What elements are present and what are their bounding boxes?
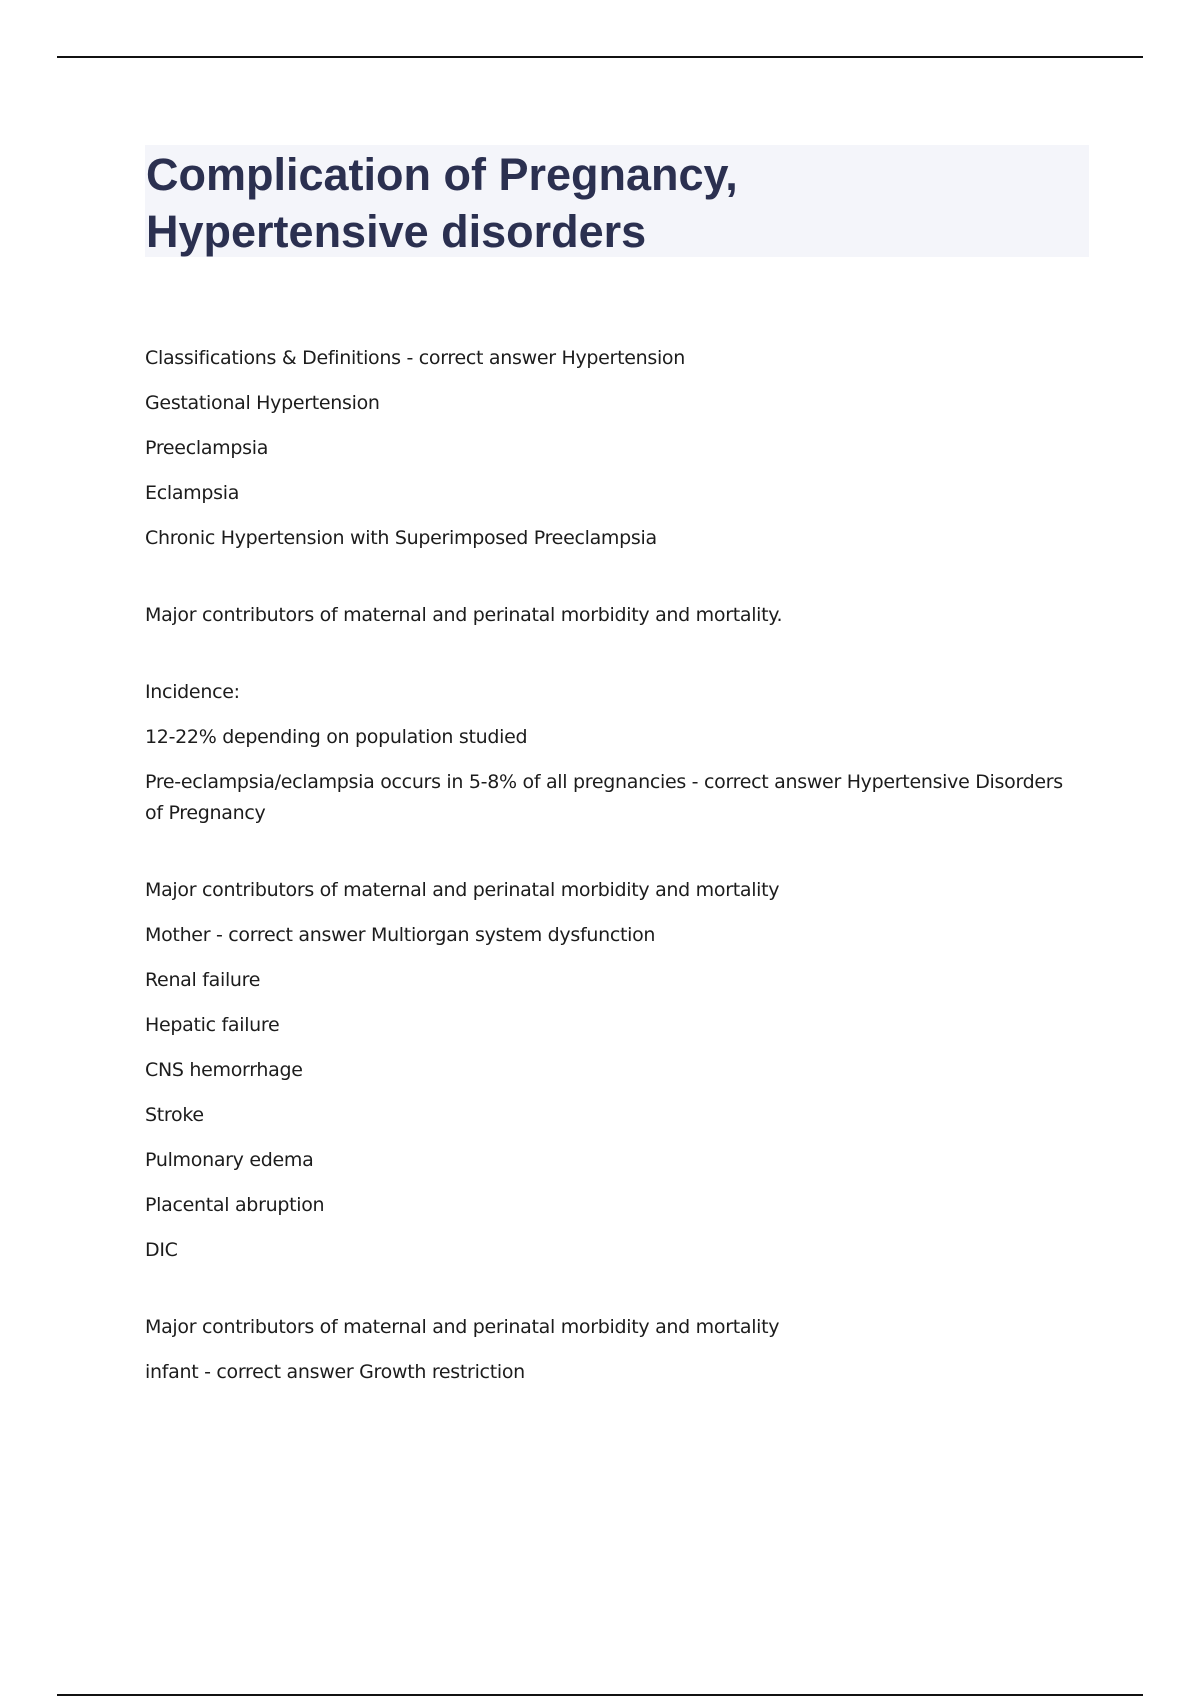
text-line: Renal failure (145, 969, 261, 991)
text-line: Pre-eclampsia/eclampsia occurs in 5-8% of all pregnancies - correct answer Hypertensive Disorders of Pregnancy (145, 771, 1063, 824)
top-rule (57, 56, 1143, 58)
text-line: infant - correct answer Growth restriction (145, 1361, 525, 1383)
text-line: 12-22% depending on population studied (145, 726, 528, 748)
text-line: Major contributors of maternal and perinatal morbidity and mortality (145, 879, 780, 901)
text-line: Classifications & Definitions - correct answer Hypertension (145, 347, 685, 369)
title-line-2: Hypertensive disorders (146, 206, 647, 257)
text-line: Incidence: (145, 681, 240, 703)
text-line: Mother - correct answer Multiorgan system dysfunction (145, 924, 656, 946)
text-line: Eclampsia (145, 482, 240, 504)
text-line: Chronic Hypertension with Superimposed Preeclampsia (145, 527, 657, 549)
text-line: Major contributors of maternal and perinatal morbidity and mortality (145, 1316, 780, 1338)
document-title (146, 146, 1046, 260)
title-line-1: Complication of Pregnancy, (146, 149, 738, 200)
bottom-rule (57, 1694, 1143, 1696)
text-line: Stroke (145, 1104, 204, 1126)
text-line: DIC (145, 1239, 178, 1261)
document-body (145, 343, 1075, 1402)
text-line: Preeclampsia (145, 437, 269, 459)
text-line: Gestational Hypertension (145, 392, 380, 414)
text-line: CNS hemorrhage (145, 1059, 303, 1081)
text-line: Hepatic failure (145, 1014, 280, 1036)
text-line: Major contributors of maternal and perinatal morbidity and mortality. (145, 604, 783, 626)
text-line: Placental abruption (145, 1194, 325, 1216)
text-line: Pulmonary edema (145, 1149, 314, 1171)
